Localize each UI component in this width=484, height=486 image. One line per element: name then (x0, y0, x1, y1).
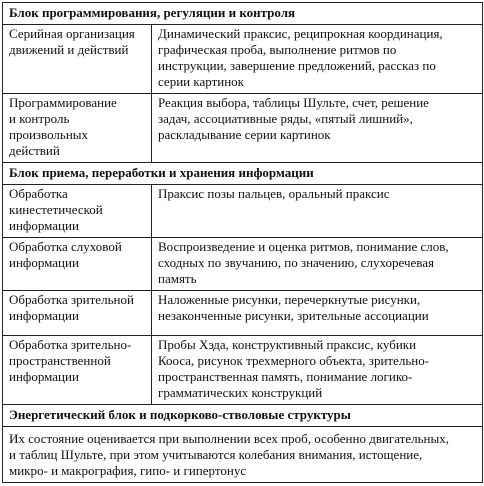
cell-text-line: сходных по звучанию, по значению, слухоречевая (158, 255, 434, 270)
cell-text-line: микро- и макрография, гипо- и гипертонус (9, 463, 247, 478)
cell-text-line: информации (9, 369, 79, 384)
cell-text-line: Обработка зрительно- (9, 337, 132, 352)
cell-text-line: пространственной (9, 353, 111, 368)
cell-text-line: Их состояние оценивается при выполнении всех проб, особенно двигательных, (9, 431, 449, 446)
function-cell (3, 94, 152, 163)
tests-cell (152, 185, 483, 238)
energy-description-cell (3, 427, 483, 483)
cell-text-line: Воспроизведение и оценка ритмов, понимание слов, (158, 239, 449, 254)
section-title-information: Блок приема, переработки и хранения информации (3, 163, 483, 185)
section-header-row (3, 405, 483, 427)
cell-text-line: кинестетической (9, 202, 103, 217)
cell-text-line: информации (9, 308, 79, 323)
function-cell (3, 185, 152, 238)
function-cell (3, 25, 152, 94)
cell-text-line: грамматических конструкций (158, 385, 323, 400)
function-cell (3, 291, 152, 336)
table-row (3, 238, 483, 291)
cell-text-line: и таблиц Шульте, при этом учитываются колебания внимания, истощение, (9, 447, 423, 462)
table-row (3, 291, 483, 336)
cell-text-line: графическая проба, выполнение ритмов по (158, 42, 397, 57)
cell-text-line: раскладывание серии картинок (158, 127, 331, 142)
cell-text-line: задач, ассоциативные ряды, «пятый лишний», (158, 111, 413, 126)
cell-text-line: незаконченные рисунки, зрительные ассоциации (158, 308, 429, 323)
tests-cell (152, 291, 483, 336)
cell-text-line: Обработка (9, 186, 68, 201)
section-title-energy: Энергетический блок и подкорково-стволовые структуры (3, 405, 483, 427)
cell-text-line: информации (9, 218, 79, 233)
function-cell (3, 336, 152, 405)
tests-cell (152, 238, 483, 291)
cell-text-line: Кооса, рисунок трехмерного объекта, зрительно- (158, 353, 430, 368)
function-cell (3, 238, 152, 291)
cell-text-line: Серийная организация (9, 26, 135, 41)
cell-text-line: Обработка слуховой (9, 239, 122, 254)
cell-text-line: пространственная память, понимание логико- (158, 369, 413, 384)
table-row (3, 427, 483, 483)
cell-text-line: действий (9, 143, 60, 158)
cell-text-line: произвольных (9, 127, 89, 142)
cell-text-line: Праксис позы пальцев, оральный праксис (158, 186, 390, 201)
cell-text-line: Динамический праксис, реципрокная координация, (158, 26, 443, 41)
cell-text-line: инструкции, завершение предложений, рассказ по (158, 58, 436, 73)
table-row (3, 94, 483, 163)
cell-text-line: информации (9, 255, 79, 270)
section-header-row (3, 163, 483, 185)
section-title-programming: Блок программирования, регуляции и контроля (3, 3, 483, 25)
cell-text-line: серии картинок (158, 74, 244, 89)
cell-text-line: память (158, 271, 197, 286)
assessment-table (2, 2, 483, 483)
cell-text-line: Наложенные рисунки, перечеркнутые рисунки, (158, 292, 421, 307)
tests-cell (152, 94, 483, 163)
cell-text-line: Обработка зрительной (9, 292, 134, 307)
cell-text-line: и контроль (9, 111, 70, 126)
cell-text-line: Реакция выбора, таблицы Шульте, счет, решение (158, 95, 429, 110)
cell-text-line: Пробы Хэда, конструктивный праксис, кубики (158, 337, 417, 352)
cell-text-line: Программирование (9, 95, 117, 110)
section-header-row (3, 3, 483, 25)
tests-cell (152, 25, 483, 94)
cell-text-line: движений и действий (9, 42, 129, 57)
table-row (3, 25, 483, 94)
table-row (3, 336, 483, 405)
table-row (3, 185, 483, 238)
tests-cell (152, 336, 483, 405)
